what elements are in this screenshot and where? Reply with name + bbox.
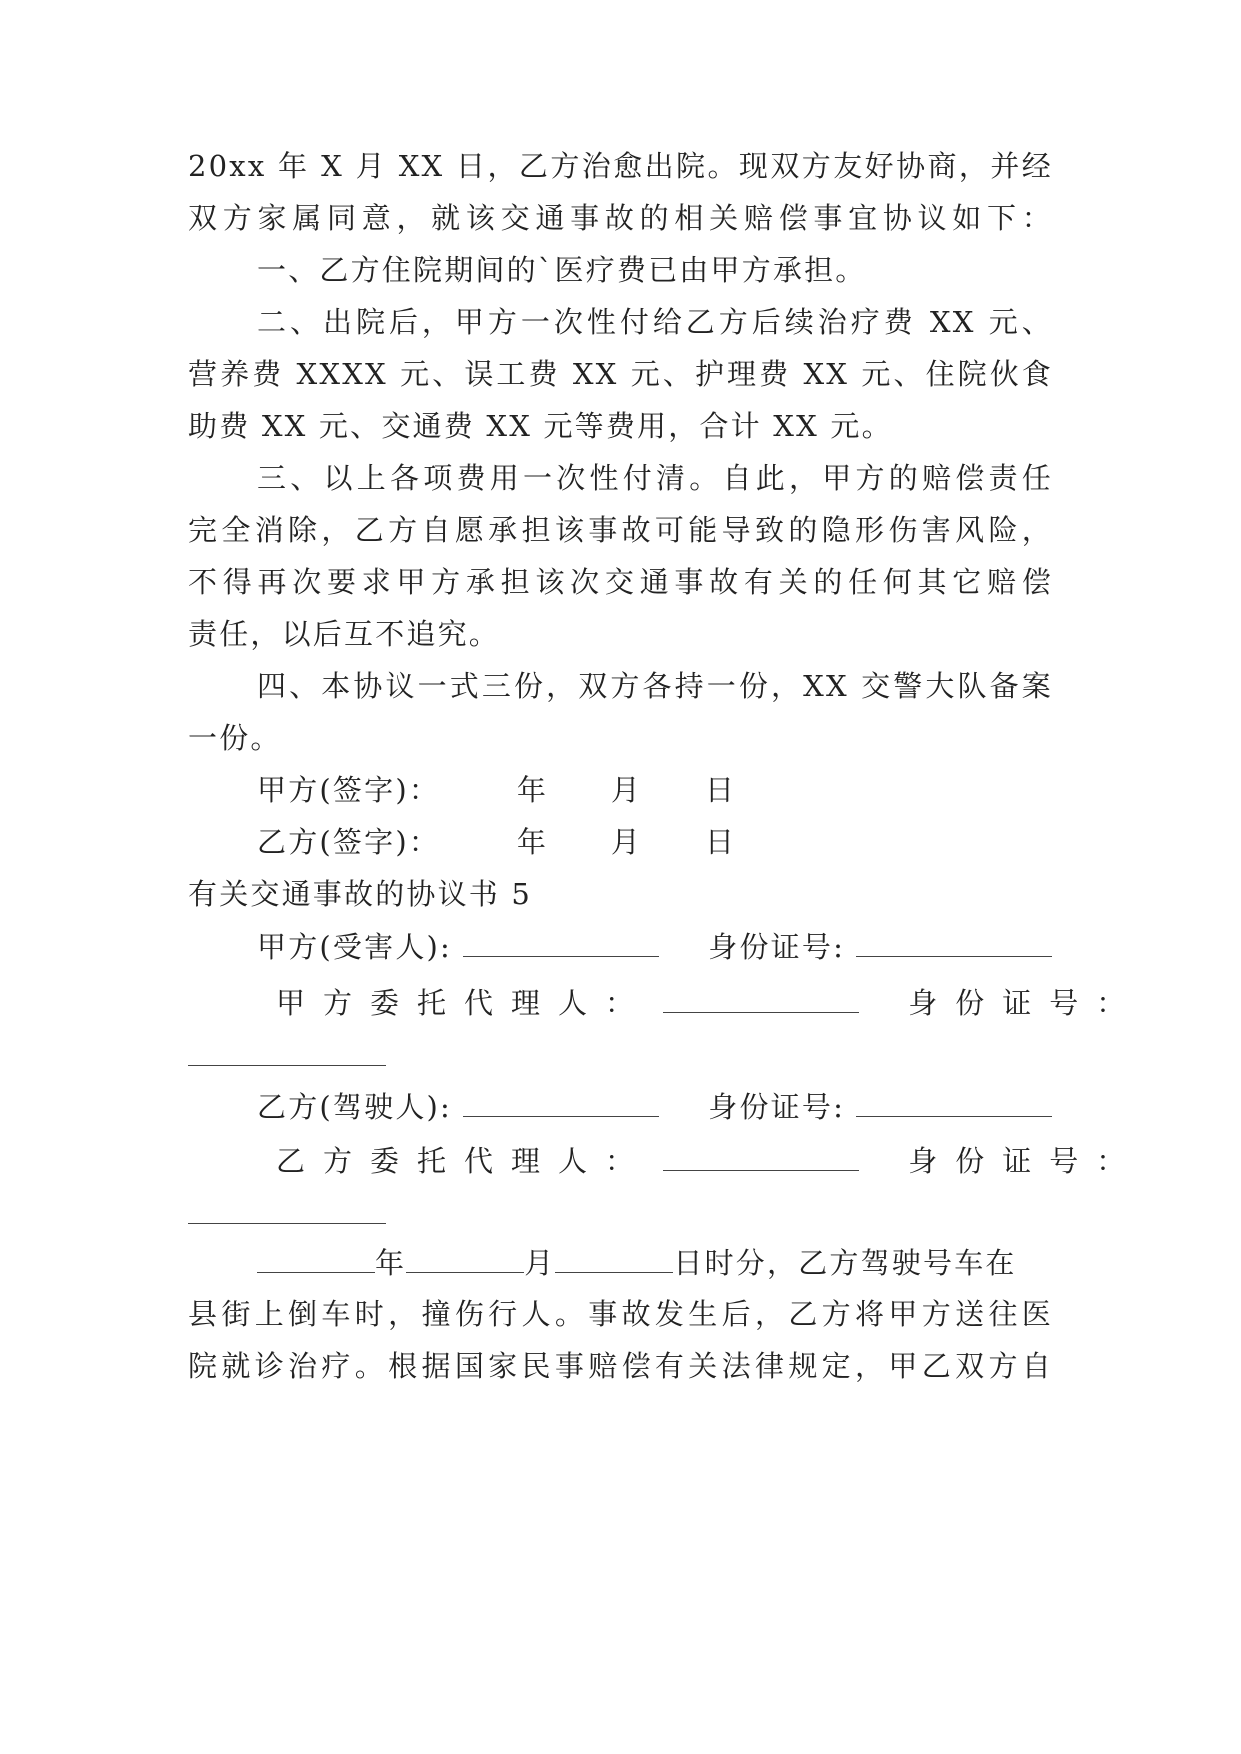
accident-line-2: 县街上倒车时，撞伤行人。事故发生后，乙方将甲方送往医 [188,1297,1053,1331]
party-b-agent-blank[interactable] [663,1140,859,1171]
party-b-id-label: 身份证号: [708,1090,846,1124]
clause-3-line-4: 责任，以后互不追究。 [188,617,501,651]
accident-line-1-tail: 日时分，乙方驾驶号车在 [673,1246,1017,1280]
accident-month-blank[interactable] [406,1242,524,1273]
party-a-agent-label: 甲方委托代理人： [276,986,653,1020]
party-b-agent-id-label: 身份证号： [908,1144,1144,1178]
party-b-agent-id-blank[interactable] [188,1223,386,1224]
party-a-id-blank[interactable] [856,926,1052,957]
signature-year: 年 [516,773,549,807]
clause-2-line-1: 二、出院后，甲方一次性付给乙方后续治疗费 XX 元、 [257,305,1053,339]
party-a-agent-row [276,982,1144,1022]
clause-3-line-2: 完全消除，乙方自愿承担该事故可能导致的隐形伤害风险， [188,513,1053,547]
signature-day: 日 [704,825,737,859]
accident-line-1 [257,1242,1053,1282]
signature-party-a [257,770,1053,810]
accident-line-3: 院就诊治疗。根据国家民事赔偿有关法律规定，甲乙双方自 [188,1349,1053,1383]
accident-year: 年 [375,1246,407,1280]
intro-line-2: 双方家属同意，就该交通事故的相关赔偿事宜协议如下： [188,201,1053,235]
party-b-agent-row [276,1140,1144,1180]
clause-3-line-1: 三、以上各项费用一次性付清。自此，甲方的赔偿责任 [257,461,1053,495]
accident-month: 月 [524,1246,556,1280]
signature-year: 年 [516,825,549,859]
party-b-agent-label: 乙方委托代理人： [276,1144,653,1178]
party-b-row [257,1086,1053,1126]
signature-party-a-label: 甲方(签字)： [257,773,441,807]
party-a-agent-id-blank[interactable] [188,1065,386,1066]
party-a-agent-id-label: 身份证号： [908,986,1144,1020]
signature-party-b-label: 乙方(签字)： [257,825,441,859]
clause-1-line-1: 一、乙方住院期间的`医疗费已由甲方承担。 [257,253,867,287]
party-a-label: 甲方(受害人): [257,930,452,964]
clause-2-line-2: 营养费 XXXX 元、误工费 XX 元、护理费 XX 元、住院伙食 [188,357,1053,391]
party-b-id-blank[interactable] [856,1086,1052,1117]
party-a-row [257,926,1053,966]
clause-3-line-3: 不得再次要求甲方承担该次交通事故有关的任何其它赔偿 [188,565,1053,599]
party-a-agent-blank[interactable] [663,982,859,1013]
accident-year-blank[interactable] [257,1242,375,1273]
party-b-name-blank[interactable] [463,1086,659,1117]
signature-month: 月 [610,825,643,859]
clause-4-line-2: 一份。 [188,721,282,755]
signature-party-b [257,822,1053,862]
party-b-label: 乙方(驾驶人): [257,1090,452,1124]
section-title: 有关交通事故的协议书 5 [188,877,533,911]
intro-line-1: 20xx 年 X 月 XX 日，乙方治愈出院。现双方友好协商，并经 [188,149,1053,183]
party-a-name-blank[interactable] [463,926,659,957]
signature-day: 日 [704,773,737,807]
clause-2-line-3: 助费 XX 元、交通费 XX 元等费用，合计 XX 元。 [188,409,893,443]
clause-4-line-1: 四、本协议一式三份，双方各持一份，XX 交警大队备案 [257,669,1053,703]
signature-month: 月 [610,773,643,807]
accident-day-blank[interactable] [555,1242,673,1273]
party-a-id-label: 身份证号: [708,930,846,964]
